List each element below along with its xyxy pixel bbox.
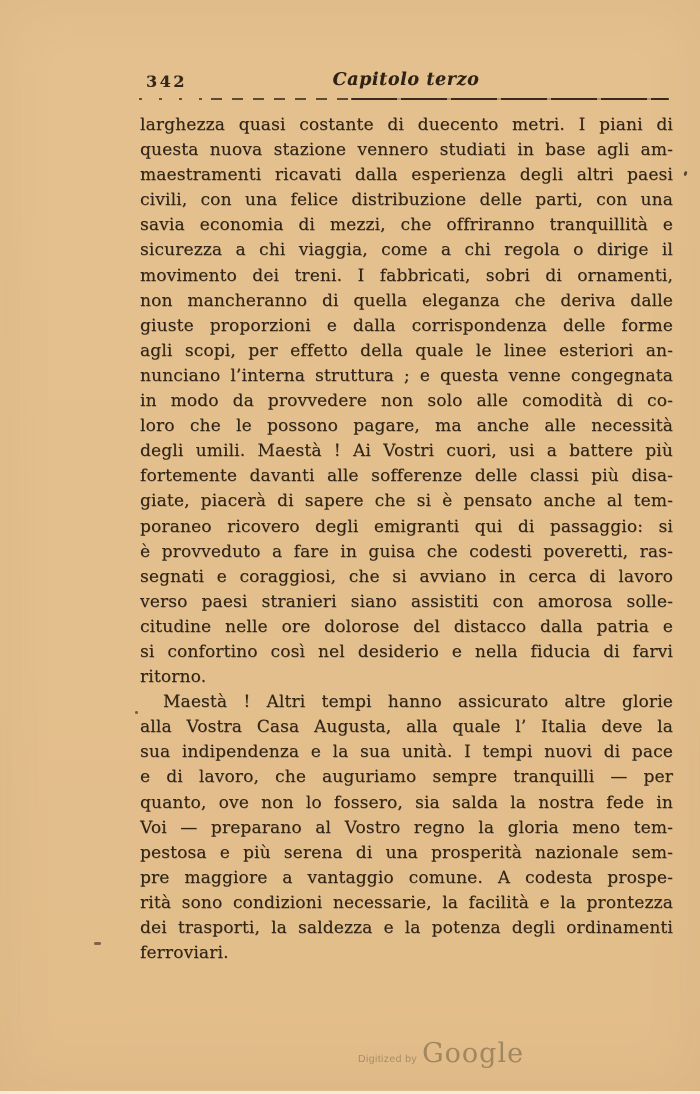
page-number: 342	[146, 72, 187, 91]
text-line: pre maggiore a vantaggio comune. A codesta prospe-	[140, 867, 673, 888]
text-line: quanto, ove non lo fossero, sia salda la nostra fede in	[140, 792, 673, 813]
text-line: dei trasporti, la saldezza e la potenza degli ordinamenti	[140, 918, 673, 938]
text-line: movimento dei treni. I fabbricati, sobri di ornamenti,	[140, 265, 673, 286]
text-line: degli umili. Maestà ! Ai Vostri cuori, usi a battere più	[140, 441, 673, 462]
text-line: in modo da provvedere non solo alle comodità di co-	[140, 391, 673, 412]
running-header: Capitolo terzo	[332, 70, 480, 90]
text-line: sicurezza a chi viaggia, come a chi regola o dirige il	[140, 240, 673, 261]
text-line: segnati e coraggiosi, che si avviano in cerca di lavoro	[140, 566, 673, 587]
text-line: alla Vostra Casa Augusta, alla quale l’ Italia deve la	[140, 717, 673, 738]
text-line: nunciano l’interna struttura ; e questa venne congegnata	[140, 365, 673, 386]
text-line: savia economia di mezzi, che offriranno tranquillità e	[140, 215, 673, 236]
digitized-by-label: Digitized by	[358, 1053, 418, 1065]
digitized-by-google-watermark	[358, 1038, 524, 1069]
text-line: sua indipendenza e la sua unità. I tempi nuovi di pace	[140, 742, 673, 763]
text-line: giate, piacerà di sapere che si è pensato anche al tem-	[140, 491, 673, 512]
scan-speck	[135, 711, 138, 714]
text-line: fortemente davanti alle sofferenze delle classi più disa-	[140, 466, 673, 487]
text-line: Maestà ! Altri tempi hanno assicurato altre glorie	[163, 692, 673, 713]
text-line: poraneo ricovero degli emigranti qui di passaggio: si	[140, 516, 673, 537]
header-rule	[139, 97, 669, 101]
text-line: Voi — preparano al Vostro regno la gloria meno tem-	[140, 817, 673, 838]
text-line: ferroviari.	[140, 943, 229, 964]
text-line: rità sono condizioni necessarie, la facilità e la prontezza	[140, 892, 673, 913]
header-rule-dashes-mid	[211, 98, 351, 100]
text-line: citudine nelle ore dolorose del distacco dalla patria e	[140, 616, 673, 637]
text-line: civili, con una felice distribuzione delle parti, con una	[140, 190, 673, 211]
text-line: agli scopi, per effetto della quale le linee esteriori an-	[140, 340, 673, 361]
text-line: maestramenti ricavati dalla esperienza degli altri paesi	[140, 165, 673, 186]
text-line: ritorno.	[140, 667, 207, 688]
text-line: pestosa e più serena di una prosperità nazionale sem-	[140, 842, 673, 863]
text-line: loro che le possono pagare, ma anche alle necessità	[140, 416, 673, 437]
header-rule-dashes-left	[139, 98, 211, 100]
text-line: non mancheranno di quella eleganza che deriva dalle	[140, 290, 673, 311]
scan-speck	[94, 942, 101, 945]
text-line: giuste proporzioni e dalla corrispondenza delle forme	[140, 315, 673, 336]
google-logo: Google	[422, 1038, 525, 1069]
body-text	[140, 113, 673, 966]
scan-speck	[683, 171, 687, 177]
text-line: si confortino così nel desiderio e nella fiducia di farvi	[140, 641, 673, 662]
text-line: larghezza quasi costante di duecento metri. I piani di	[140, 115, 673, 135]
header-rule-line-right	[351, 98, 669, 101]
text-line: questa nuova stazione vennero studiati in base agli am-	[140, 140, 673, 161]
text-line: e di lavoro, che auguriamo sempre tranquilli — per	[140, 767, 673, 788]
text-line: è provveduto a fare in guisa che codesti poveretti, ras-	[140, 541, 673, 562]
text-line: verso paesi stranieri siano assistiti con amorosa solle-	[140, 591, 673, 612]
